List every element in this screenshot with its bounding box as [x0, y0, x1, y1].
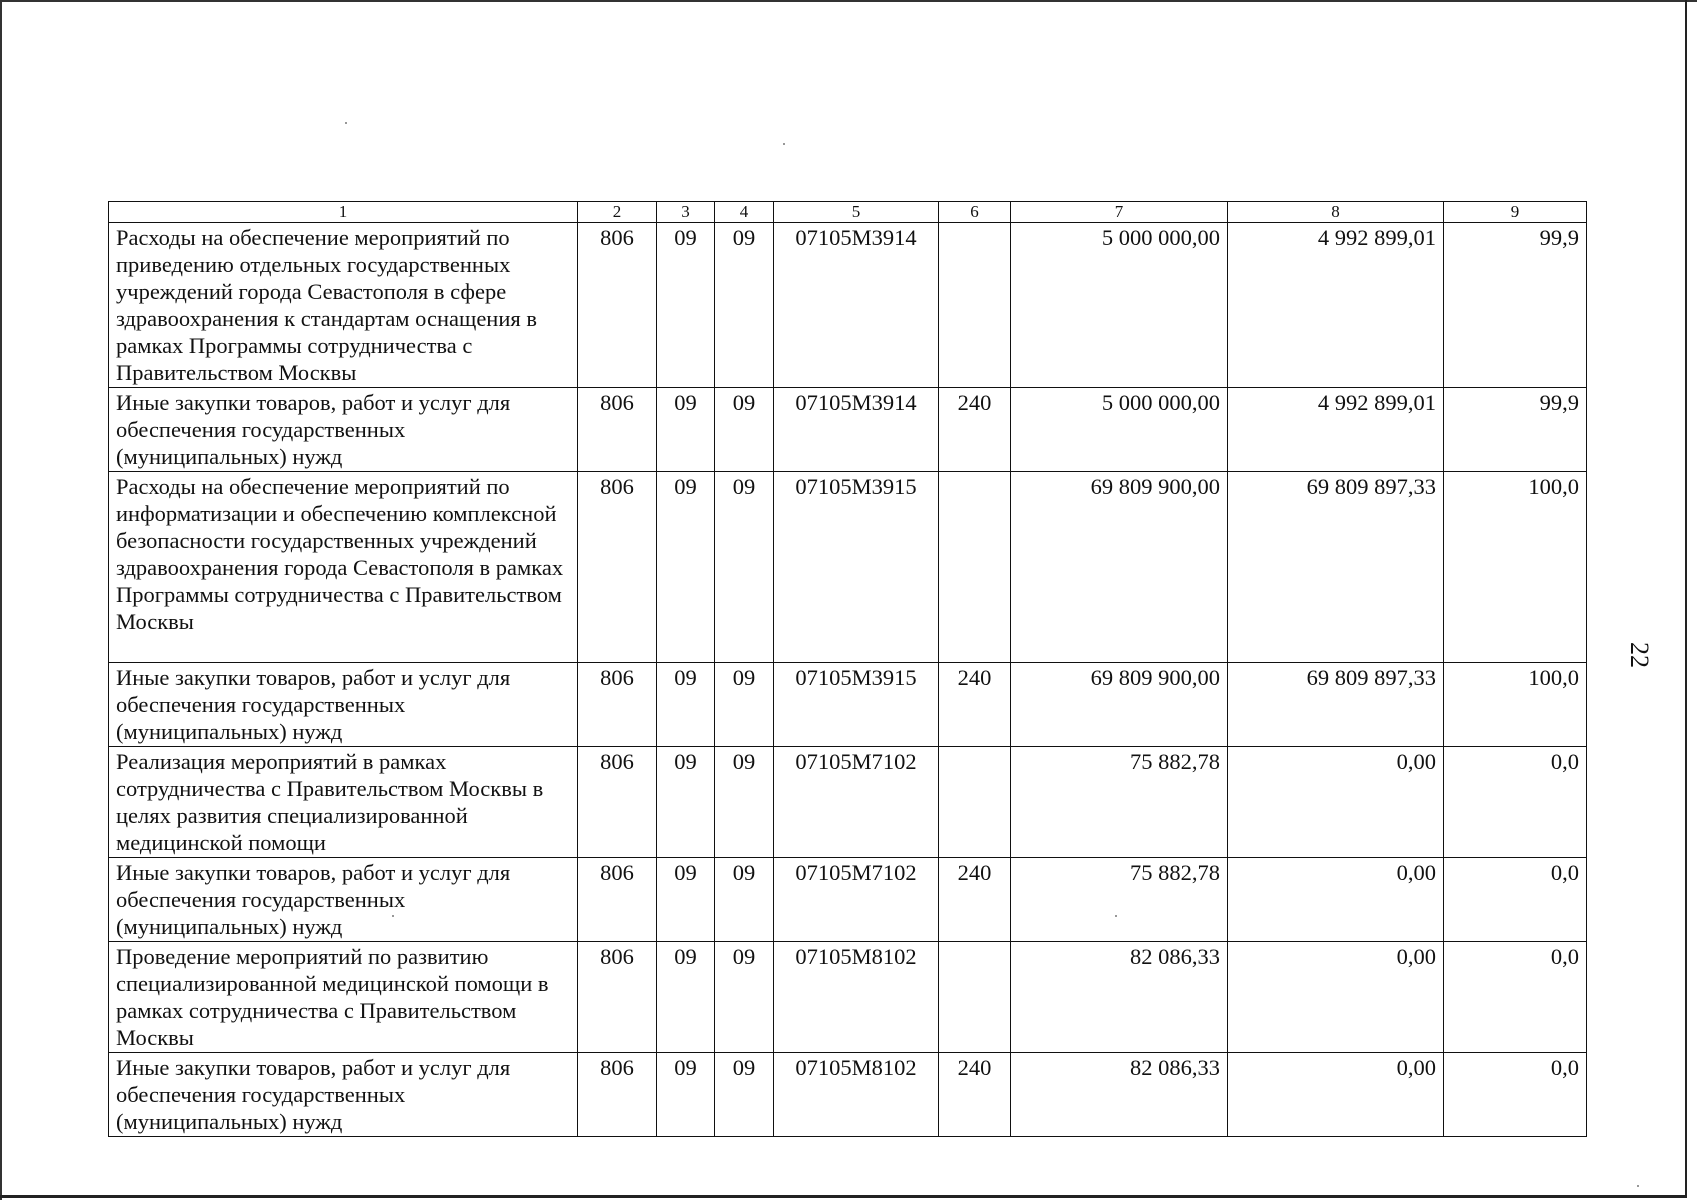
- expense-name: Иные закупки товаров, работ и услуг для обеспечения государственных (муниципальных) нужд: [109, 1053, 578, 1137]
- ministry-code: 806: [578, 388, 657, 472]
- scan-speck: [1637, 1185, 1639, 1187]
- subsection-code: 09: [715, 747, 774, 858]
- table-row: [109, 388, 1587, 472]
- scan-speck: [783, 143, 785, 145]
- section-code: 09: [657, 223, 715, 388]
- executed-amount: 69 809 897,33: [1228, 663, 1444, 747]
- planned-amount: 69 809 900,00: [1011, 663, 1228, 747]
- subsection-code: 09: [715, 942, 774, 1053]
- expense-type-code: [939, 223, 1011, 388]
- ministry-code: 806: [578, 747, 657, 858]
- executed-amount: 0,00: [1228, 1053, 1444, 1137]
- execution-percent: 100,0: [1444, 663, 1587, 747]
- expense-name: Иные закупки товаров, работ и услуг для обеспечения государственных (муниципальных) нужд: [109, 388, 578, 472]
- section-code: 09: [657, 942, 715, 1053]
- column-header: 8: [1228, 202, 1444, 223]
- ministry-code: 806: [578, 223, 657, 388]
- section-code: 09: [657, 858, 715, 942]
- executed-amount: 0,00: [1228, 858, 1444, 942]
- table-row: [109, 858, 1587, 942]
- table-row: [109, 942, 1587, 1053]
- column-header: 9: [1444, 202, 1587, 223]
- ministry-code: 806: [578, 1053, 657, 1137]
- ministry-code: 806: [578, 663, 657, 747]
- subsection-code: 09: [715, 388, 774, 472]
- section-code: 09: [657, 388, 715, 472]
- execution-percent: 99,9: [1444, 388, 1587, 472]
- section-code: 09: [657, 472, 715, 663]
- table-row: [109, 1053, 1587, 1137]
- executed-amount: 0,00: [1228, 942, 1444, 1053]
- planned-amount: 82 086,33: [1011, 1053, 1228, 1137]
- execution-percent: 0,0: [1444, 942, 1587, 1053]
- target-article-code: 07105М8102: [774, 942, 939, 1053]
- expense-name: Иные закупки товаров, работ и услуг для обеспечения государственных (муниципальных) нужд: [109, 858, 578, 942]
- column-header: 3: [657, 202, 715, 223]
- target-article-code: 07105М8102: [774, 1053, 939, 1137]
- target-article-code: 07105М7102: [774, 858, 939, 942]
- expense-type-code: [939, 942, 1011, 1053]
- planned-amount: 75 882,78: [1011, 747, 1228, 858]
- target-article-code: 07105М3914: [774, 388, 939, 472]
- column-header: 5: [774, 202, 939, 223]
- column-header: 1: [109, 202, 578, 223]
- ministry-code: 806: [578, 858, 657, 942]
- ministry-code: 806: [578, 472, 657, 663]
- subsection-code: 09: [715, 223, 774, 388]
- target-article-code: 07105М3915: [774, 472, 939, 663]
- scan-speck: [345, 122, 347, 124]
- table-row: [109, 223, 1587, 388]
- expense-name: Расходы на обеспечение мероприятий по приведению отдельных государственных учреждений города Севастополя в сфере здравоохранения к стандартам оснащения в рамках Программы сотрудничества с Правительством Москвы: [109, 223, 578, 388]
- table-row: [109, 663, 1587, 747]
- subsection-code: 09: [715, 663, 774, 747]
- scan-speck: [392, 915, 394, 917]
- expense-type-code: [939, 747, 1011, 858]
- table-header-row: [109, 202, 1587, 223]
- execution-percent: 100,0: [1444, 472, 1587, 663]
- executed-amount: 0,00: [1228, 747, 1444, 858]
- column-header: 7: [1011, 202, 1228, 223]
- subsection-code: 09: [715, 858, 774, 942]
- target-article-code: 07105М3915: [774, 663, 939, 747]
- executed-amount: 4 992 899,01: [1228, 223, 1444, 388]
- column-header: 6: [939, 202, 1011, 223]
- execution-percent: 0,0: [1444, 747, 1587, 858]
- subsection-code: 09: [715, 1053, 774, 1137]
- execution-percent: 0,0: [1444, 858, 1587, 942]
- expense-name: Иные закупки товаров, работ и услуг для обеспечения государственных (муниципальных) нужд: [109, 663, 578, 747]
- executed-amount: 69 809 897,33: [1228, 472, 1444, 663]
- column-header: 4: [715, 202, 774, 223]
- section-code: 09: [657, 1053, 715, 1137]
- expense-name: Реализация мероприятий в рамках сотрудничества с Правительством Москвы в целях развития специализированной медицинской помощи: [109, 747, 578, 858]
- expense-name: Расходы на обеспечение мероприятий по информатизации и обеспечению комплексной безопасности государственных учреждений здравоохранения города Севастополя в рамках Программы сотрудничества с Правительством Москвы: [109, 472, 578, 663]
- execution-percent: 99,9: [1444, 223, 1587, 388]
- execution-percent: 0,0: [1444, 1053, 1587, 1137]
- expense-type-code: 240: [939, 663, 1011, 747]
- section-code: 09: [657, 663, 715, 747]
- target-article-code: 07105М3914: [774, 223, 939, 388]
- table-row: [109, 472, 1587, 663]
- planned-amount: 75 882,78: [1011, 858, 1228, 942]
- page-number: 22: [1625, 642, 1654, 668]
- scan-speck: [1115, 915, 1117, 917]
- expense-type-code: 240: [939, 1053, 1011, 1137]
- table-row: [109, 747, 1587, 858]
- expense-type-code: [939, 472, 1011, 663]
- planned-amount: 5 000 000,00: [1011, 223, 1228, 388]
- ministry-code: 806: [578, 942, 657, 1053]
- section-code: 09: [657, 747, 715, 858]
- expense-type-code: 240: [939, 858, 1011, 942]
- subsection-code: 09: [715, 472, 774, 663]
- executed-amount: 4 992 899,01: [1228, 388, 1444, 472]
- target-article-code: 07105М7102: [774, 747, 939, 858]
- budget-table: [108, 201, 1587, 1137]
- planned-amount: 82 086,33: [1011, 942, 1228, 1053]
- planned-amount: 69 809 900,00: [1011, 472, 1228, 663]
- expense-name: Проведение мероприятий по развитию специализированной медицинской помощи в рамках сотрудничества с Правительством Москвы: [109, 942, 578, 1053]
- column-header: 2: [578, 202, 657, 223]
- expense-type-code: 240: [939, 388, 1011, 472]
- planned-amount: 5 000 000,00: [1011, 388, 1228, 472]
